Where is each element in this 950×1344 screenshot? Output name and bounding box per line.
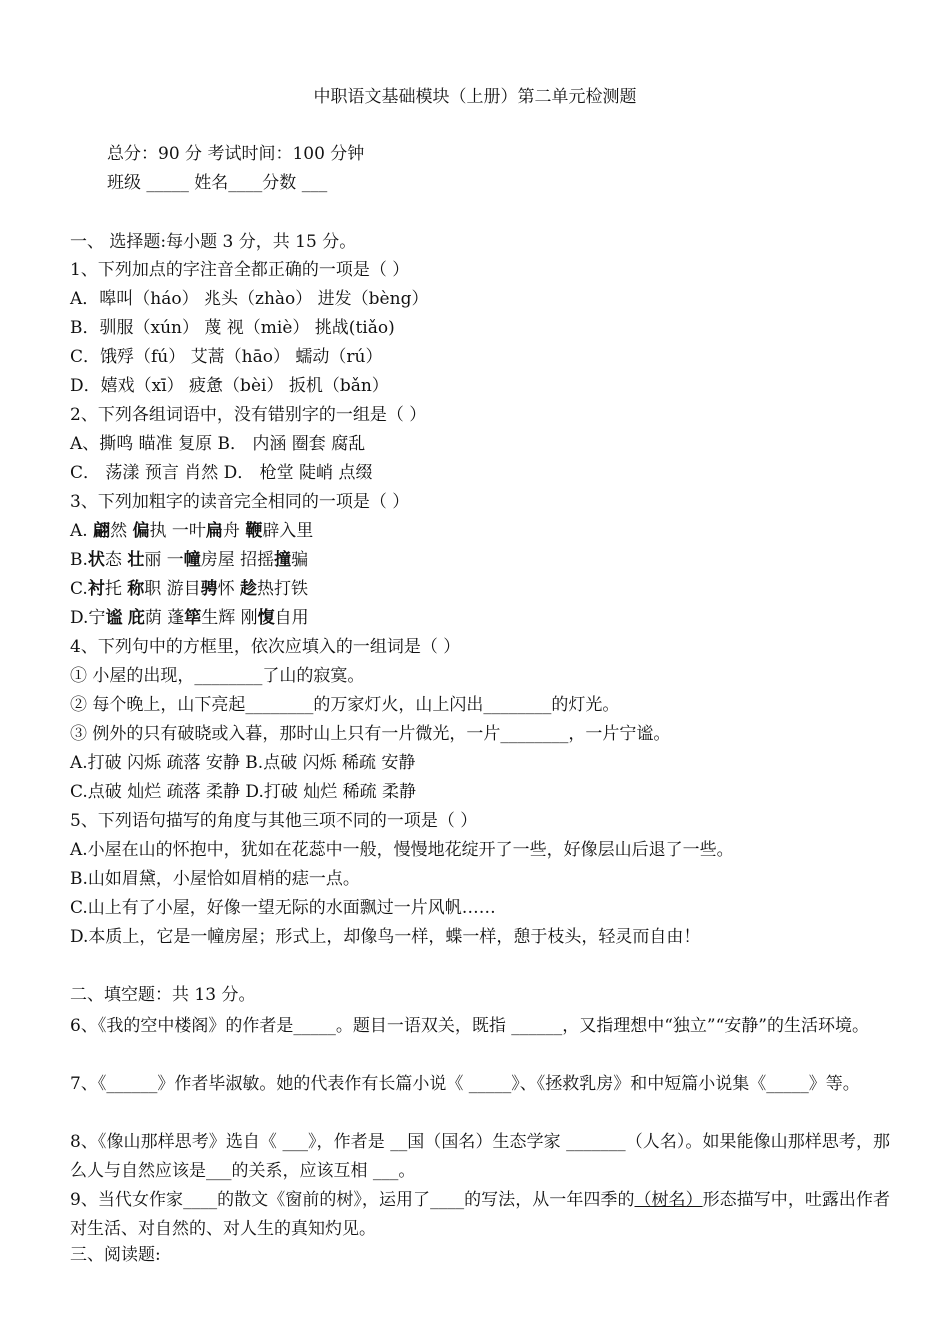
q3-option-c: C.衬托 称职 游目骋怀 趁热打铁 <box>70 579 309 599</box>
q4-options-cd: C.点破 灿烂 疏落 柔静 D.打破 灿烂 稀疏 柔静 <box>70 782 417 802</box>
score-time-line: 总分：90 分 考试时间：100 分钟 <box>107 144 365 164</box>
q5-option-a: A.小屋在山的怀抱中，犹如在花蕊中一般，慢慢地花绽开了一些，好像层山后退了一些。 <box>70 840 734 860</box>
q5-option-b: B.山如眉黛，小屋恰如眉梢的痣一点。 <box>70 869 360 889</box>
q3-option-a: A. 翩然 偏执 一叶扁舟 鞭辟入里 <box>70 521 314 541</box>
q7-text: 7、《______》作者毕淑敏。她的代表作有长篇小说《 _____》、《拯救乳房》和中短篇小说集《_____》等。 <box>70 1074 860 1094</box>
section3-heading: 三、阅读题: <box>70 1245 161 1265</box>
q9-text: 9、当代女作家____的散文《窗前的树》，运用了____的写法，从一年四季的（树名）形态描写中，吐露出作者对生活、对自然的、对人生的真知灼见。 <box>70 1190 891 1239</box>
q3-option-d: D.宁谧 庇荫 蓬筚生辉 刚愎自用 <box>70 608 309 628</box>
q8-text: 8、《像山那样思考》选自《 ___》，作者是 __国（国名）生态学家 _______（人名）。如果能像山那样思考，那么人与自然应该是___的关系，应该互相 ___。 <box>70 1132 890 1181</box>
q5-option-d: D.本质上，它是一幢房屋；形式上，却像鸟一样，蝶一样，憩于枝头，轻灵而自由！ <box>70 927 701 947</box>
q4-options-ab: A.打破 闪烁 疏落 安静 B.点破 闪烁 稀疏 安静 <box>70 753 416 773</box>
q1-stem: 1、下列加点的字注音全都正确的一项是（ ） <box>70 260 410 280</box>
q4-sentence-3: ③ 例外的只有破晓或入暮，那时山上只有一片微光，一片________，一片宁谧。 <box>70 724 671 744</box>
q2-options-cd: C． 荡漾 预言 肖然 D． 枪堂 陡峭 点缀 <box>70 463 373 483</box>
q9-tree-name-blank: （树名） <box>634 1190 703 1210</box>
q4-stem: 4、下列句中的方框里，依次应填入的一组词是（ ） <box>70 637 461 657</box>
page-title: 中职语文基础模块（上册）第二单元检测题 <box>313 87 637 107</box>
q2-options-ab: A、撕鸣 瞄准 复原 B． 内涵 圈套 腐乱 <box>70 434 366 454</box>
q3-stem: 3、下列加粗字的读音完全相同的一项是（ ） <box>70 492 410 512</box>
section1-heading: 一、 选择题:每小题 3 分，共 15 分。 <box>70 232 357 252</box>
q5-option-c: C.山上有了小屋，好像一望无际的水面飘过一片风帆…… <box>70 898 496 918</box>
q6-text: 6、《我的空中楼阁》的作者是_____。题目一语双关，既指 ______，又指理想中“独立”“安静”的生活环境。 <box>70 1016 869 1036</box>
section2-heading: 二、填空题：共 13 分。 <box>70 985 256 1005</box>
q1-option-b: B．驯服（xún） 蔑 视（miè） 挑战(tiǎo) <box>70 318 395 338</box>
q1-option-a: A．嗥叫（háo） 兆头（zhào） 进发（bèng） <box>70 289 429 309</box>
student-info-line: 班级 _____ 姓名____分数 ___ <box>107 173 328 193</box>
q4-sentence-2: ② 每个晚上，山下亮起________的万家灯火，山上闪出________的灯光。 <box>70 695 620 715</box>
q1-option-d: D．嬉戏（xī） 疲惫（bèi） 扳机（bǎn） <box>70 376 389 396</box>
q4-sentence-1: ① 小屋的出现，________了山的寂寞。 <box>70 666 365 686</box>
q2-stem: 2、下列各组词语中，没有错别字的一组是（ ） <box>70 405 427 425</box>
q1-option-c: C．饿殍（fú） 艾蒿（hāo） 蠕动（rú） <box>70 347 383 367</box>
q3-option-b: B.状态 壮丽 一幢房屋 招摇撞骗 <box>70 550 309 570</box>
q5-stem: 5、下列语句描写的角度与其他三项不同的一项是（ ） <box>70 811 478 831</box>
